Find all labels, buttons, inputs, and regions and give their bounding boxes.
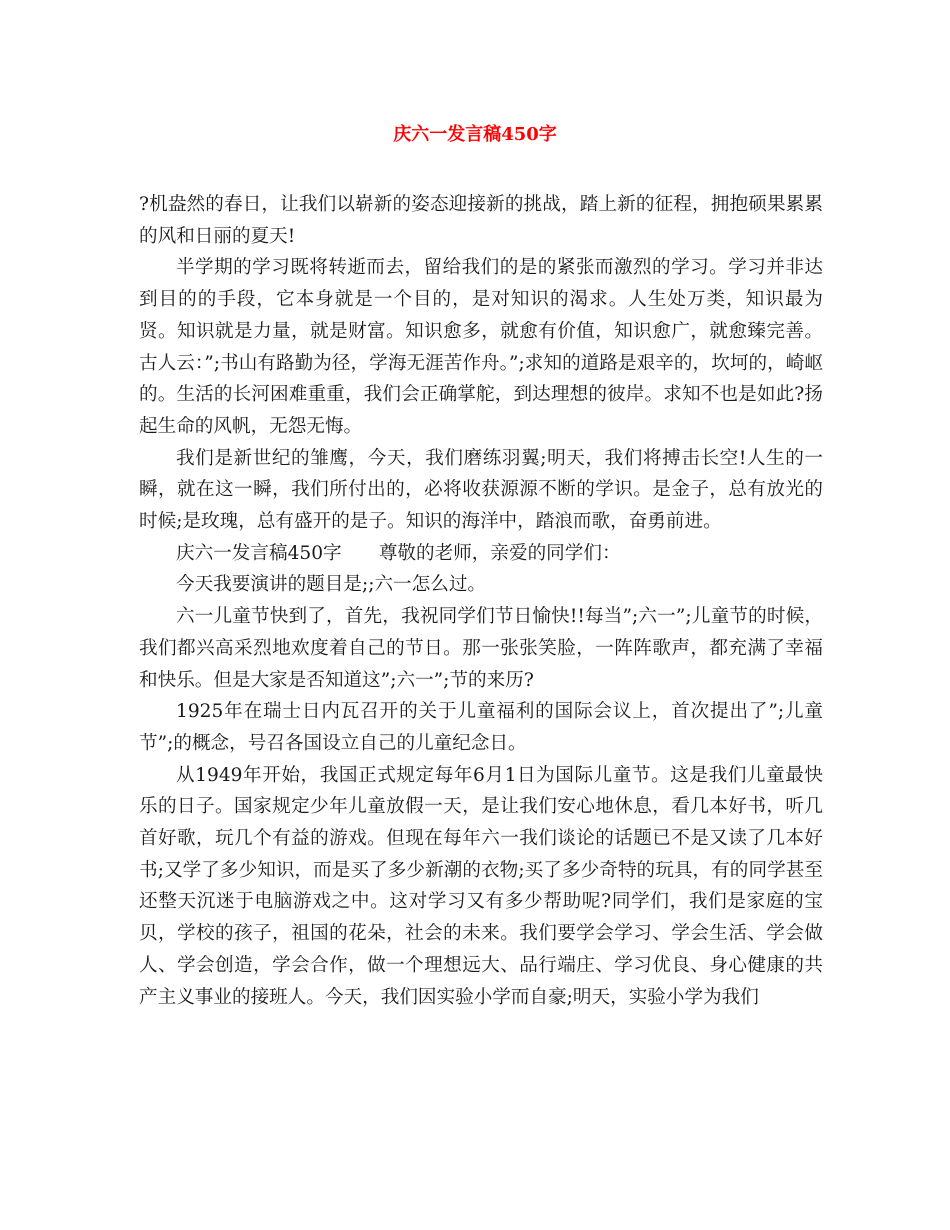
paragraph: 1925年在瑞士日内瓦召开的关于儿童福利的国际会议上，首次提出了”;儿童节”;的概念，号召各国设立自己的儿童纪念日。 <box>139 701 823 754</box>
document-title: 庆六一发言稿450字 <box>393 124 557 145</box>
document-body <box>139 189 823 1013</box>
paragraph: ?机盎然的春日，让我们以崭新的姿态迎接新的挑战，踏上新的征程，拥抱硕果累累的风和日丽的夏天! <box>139 194 823 247</box>
paragraph: 六一儿童节快到了，首先，我祝同学们节日愉快!!每当”;六一”;儿童节的时候，我们都兴高采烈地欢度着自己的节日。那一张张笑脸，一阵阵歌声，都充满了幸福和快乐。但是大家是否知道这”;六一”;节的来历? <box>139 606 823 691</box>
paragraph: 半学期的学习既将转逝而去，留给我们的是的紧张而激烈的学习。学习并非达到目的的手段，它本身就是一个目的，是对知识的渴求。人生处万类，知识最为贤。知识就是力量，就是财富。知识愈多，就愈有价值，知识愈广，就愈臻完善。古人云：”;书山有路勤为径，学海无涯苦作舟。”;求知的道路是艰辛的，坎坷的，崎岖的。生活的长河困难重重，我们会正确掌舵，到达理想的彼岸。求知不也是如此?扬起生命的风帆，无怨无悔。 <box>139 257 823 437</box>
paragraph: 我们是新世纪的雏鹰，今天，我们磨练羽翼;明天，我们将搏击长空!人生的一瞬，就在这一瞬，我们所付出的，必将收获源源不断的学识。是金子，总有放光的时候;是玫瑰，总有盛开的是子。知识的海洋中，踏浪而歌，奋勇前进。 <box>139 447 823 533</box>
paragraph: 今天我要演讲的题目是;;六一怎么过。 <box>176 574 487 596</box>
paragraph: 从1949年开始，我国正式规定每年6月1日为国际儿童节。这是我们儿童最快乐的日子。国家规定少年儿童放假一天，是让我们安心地休息，看几本好书，听几首好歌，玩几个有益的游戏。但现在每年六一我们谈论的话题已不是又读了几本好书;又学了多少知识，而是买了多少新潮的衣物;买了多少奇特的玩具，有的同学甚至还整天沉迷于电脑游戏之中。这对学习又有多少帮助呢?同学们，我们是家庭的宝贝，学校的孩子，祖国的花朵，社会的未来。我们要学会学习、学会生活、学会做人、学会创造，学会合作，做一个理想远大、品行端庄、学习优良、身心健康的共产主义事业的接班人。今天，我们因实验小学而自豪;明天，实验小学为我们 <box>139 764 823 1008</box>
paragraph: 庆六一发言稿450字 尊敬的老师，亲爱的同学们： <box>176 542 621 564</box>
